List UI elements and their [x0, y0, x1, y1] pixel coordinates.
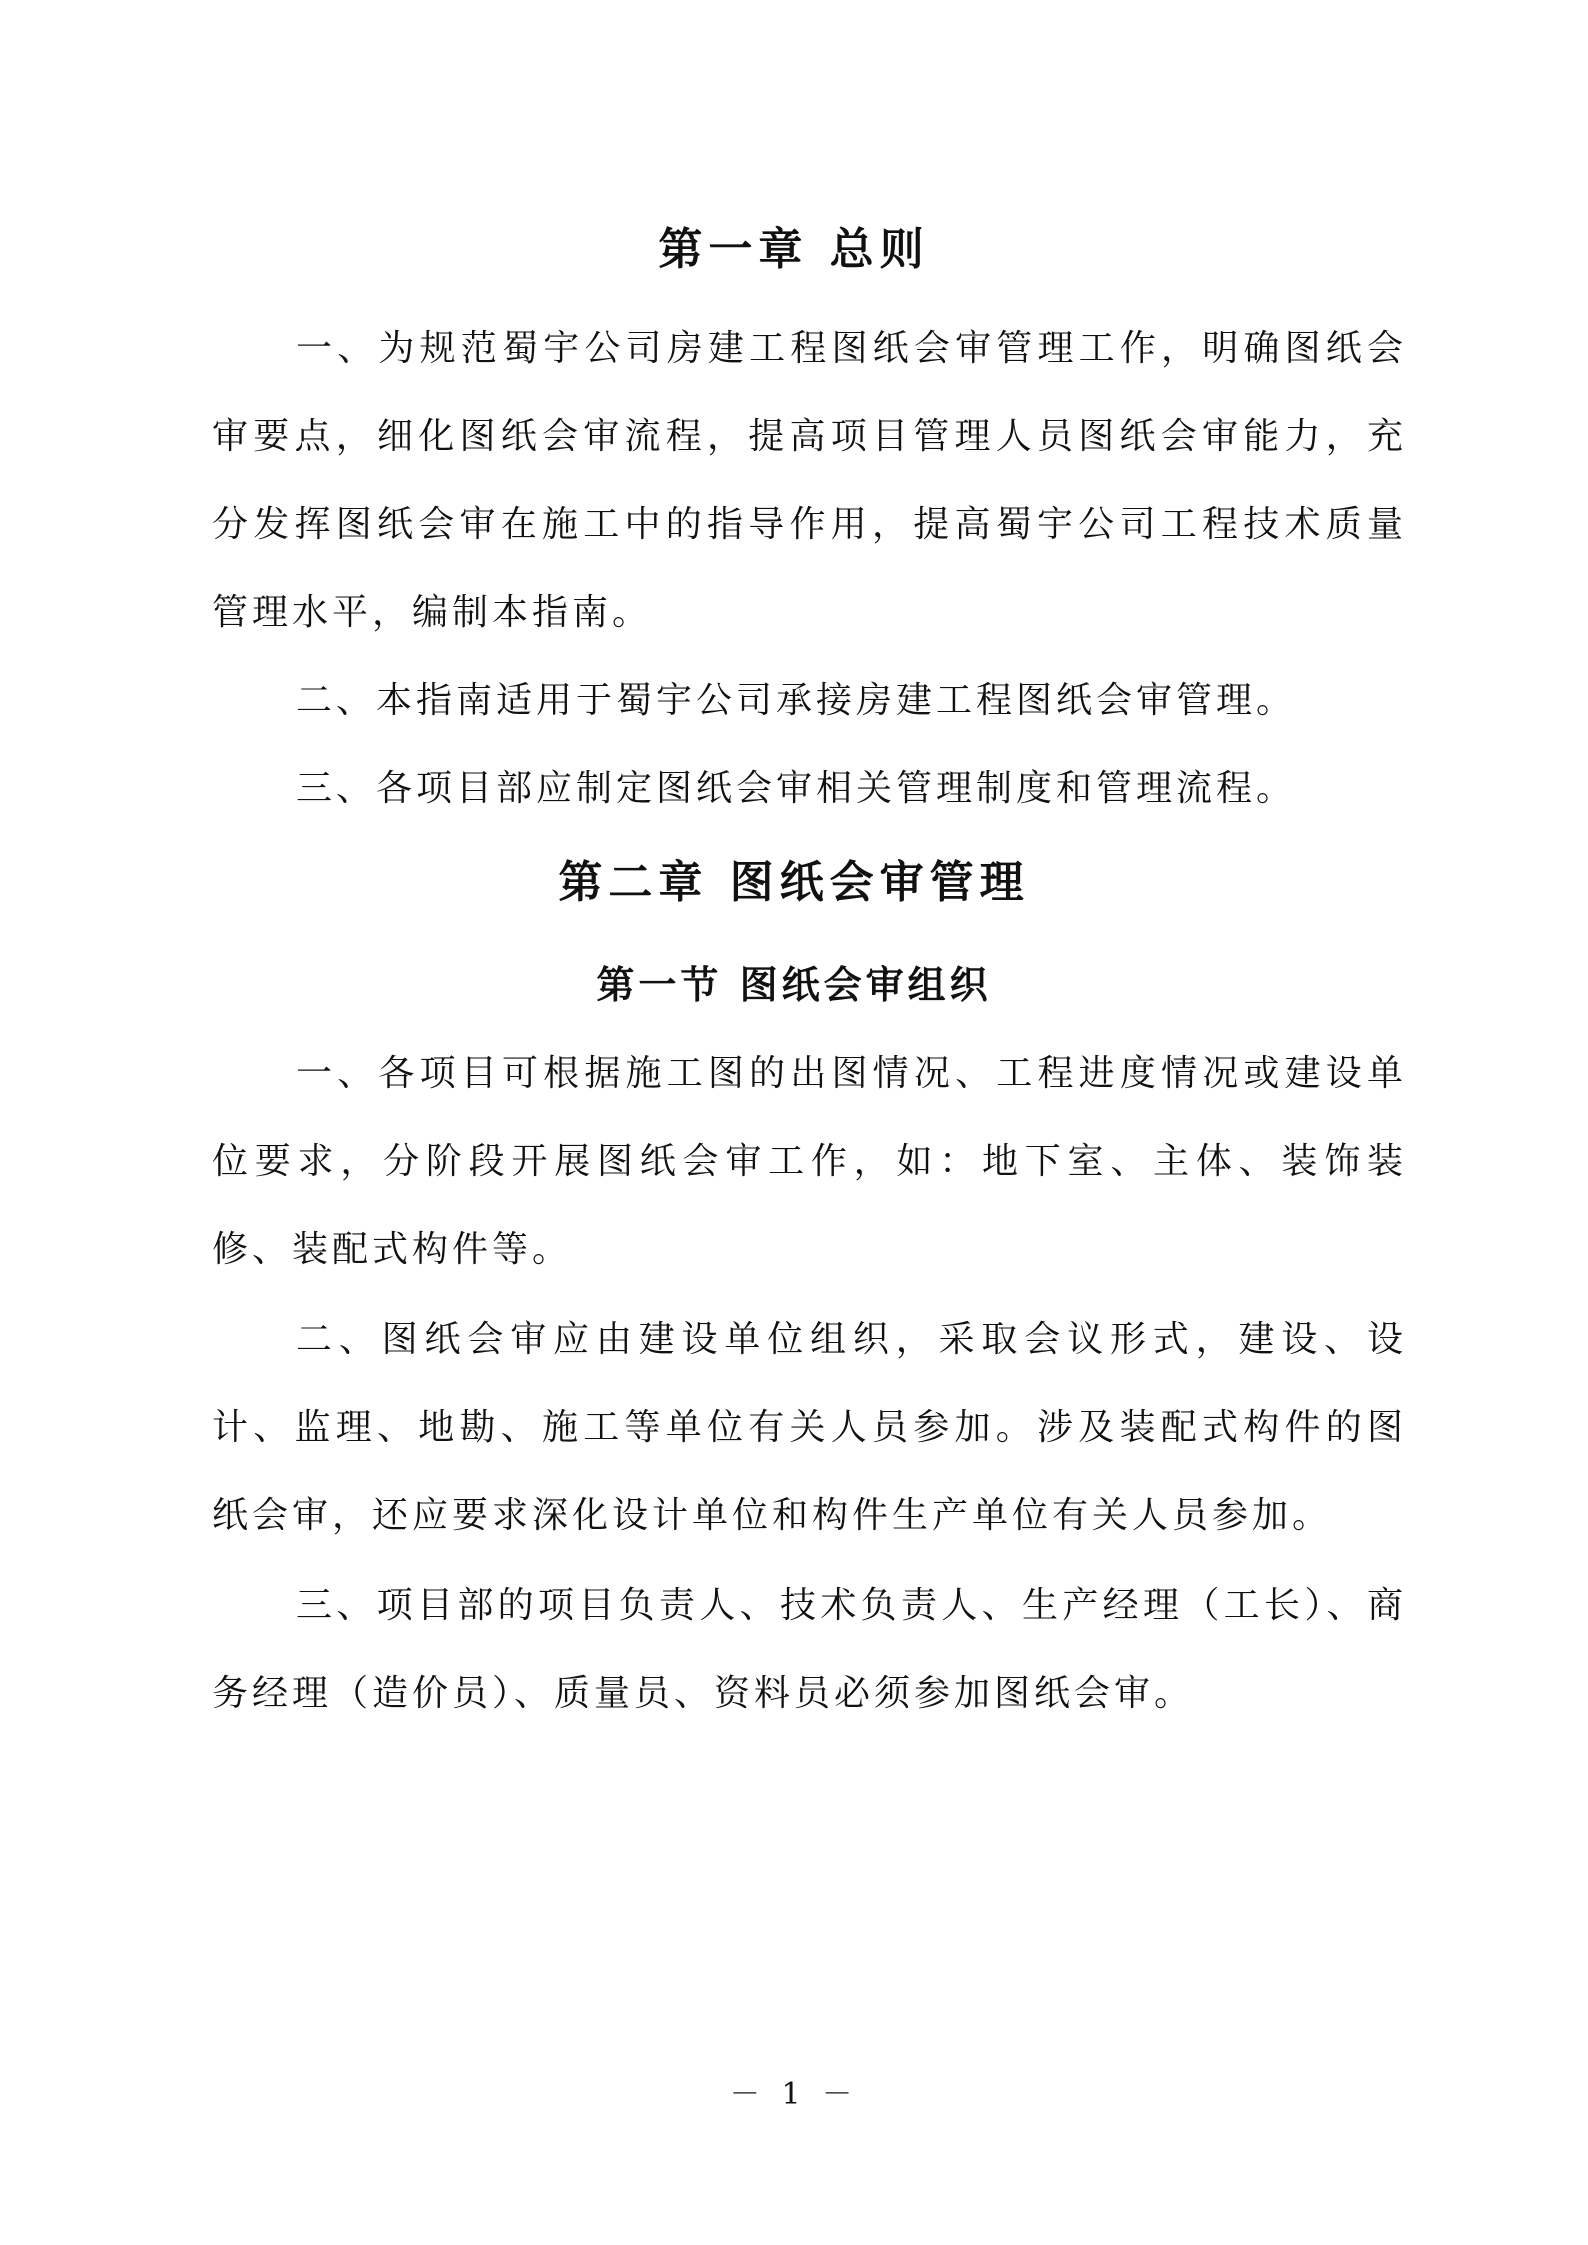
- section-1-paragraph-3: 三、项目部的项目负责人、技术负责人、生产经理（工长）、商务经理（造价员）、质量员、资料员必须参加图纸会审。: [212, 1585, 1407, 1714]
- section-1-paragraph-1: 一、各项目可根据施工图的出图情况、工程进度情况或建设单位要求，分阶段开展图纸会审工作，如：地下室、主体、装饰装修、装配式构件等。: [212, 1053, 1407, 1270]
- chapter-2-title: 第二章 图纸会审管理: [558, 857, 1030, 908]
- section-1-title: 第一节 图纸会审组织: [596, 962, 992, 1007]
- chapter-1-paragraph-3: 三、各项目部应制定图纸会审相关管理制度和管理流程。: [296, 768, 1297, 809]
- section-1-paragraph-2: 二、图纸会审应由建设单位组织，采取会议形式，建设、设计、监理、地勘、施工等单位有关人员参加。涉及装配式构件的图纸会审，还应要求深化设计单位和构件生产单位有关人员参加。: [212, 1319, 1407, 1536]
- chapter-1-title: 第一章 总则: [658, 224, 930, 275]
- page-number: － 1 －: [729, 2077, 859, 2112]
- chapter-1-paragraph-1: 一、为规范蜀宇公司房建工程图纸会审管理工作，明确图纸会审要点，细化图纸会审流程，提高项目管理人员图纸会审能力，充分发挥图纸会审在施工中的指导作用，提高蜀宇公司工程技术质量管理水平，编制本指南。: [212, 328, 1407, 633]
- chapter-1-paragraph-2: 二、本指南适用于蜀宇公司承接房建工程图纸会审管理。: [296, 680, 1297, 721]
